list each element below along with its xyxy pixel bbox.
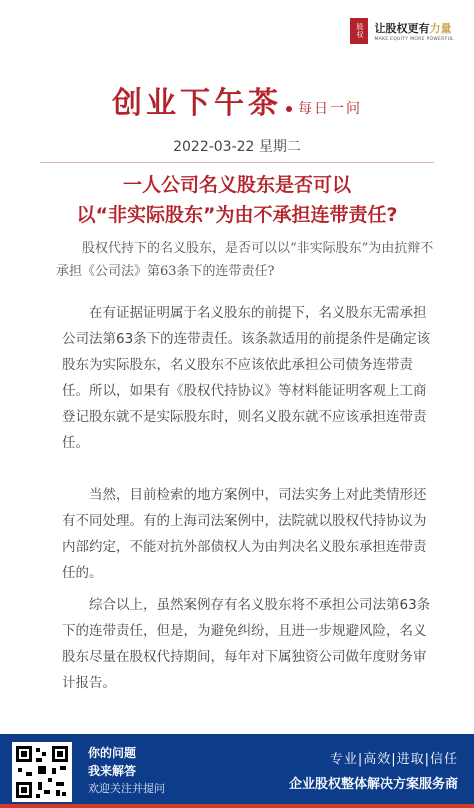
footer-slogan [289,748,458,792]
footer-accent-bar [0,804,474,808]
masthead-title: 创业下午茶 [112,86,282,121]
footer-line: 你的问题 [88,746,137,760]
masthead [0,78,474,122]
brand-name: 让股权更有力量 [374,22,452,35]
footer-line: 我来解答 [88,764,137,778]
brand-text [374,20,454,42]
answer-paragraph: 当然，目前检索的地方案例中，司法实务上对此类情形还有不同处理。有的上海司法案例中，法院就以股权代持协议为内部约定，不能对抗外部债权人为由判决名义股东承担连带责任的。 [62,487,427,581]
headline [0,170,474,230]
answer-paragraph: 综合以上，虽然案例存有名义股东将不承担公司法第63条下的连带责任，但是，为避免纠纷，且进一步规避风险，名义股东尽量在股权代持期间，每年对下属独资公司做年度财务审计报告。 [62,597,431,691]
divider [40,162,434,163]
headline-line1: 一人公司名义股东是否可以 [122,174,351,196]
brand-header [350,18,454,44]
footer-line: 欢迎关注并提问 [88,782,165,795]
footer-banner [0,734,474,808]
lead-question: 股权代持下的名义股东，是否可以以“非实际股东”为由抗辩不承担《公司法》第63条下的连带责任? [56,241,434,279]
footer-tags: 专业|高效|进取|信任 [329,752,458,767]
qr-code-icon[interactable] [12,742,72,802]
footer-service: 企业股权整体解决方案服务商 [288,777,458,792]
publish-date: 2022-03-22 星期二 [173,139,301,155]
masthead-subtitle: 每日一问 [298,101,362,117]
brand-tagline: MAKE EQUITY MORE POWERFUL [374,37,454,42]
headline-line2: 以“非实际股东”为由不承担连带责任? [76,204,398,226]
answer-paragraph: 在有证据证明属于名义股东的前提下，名义股东无需承担公司法第63条下的连带责任。该条款适用的前提条件是确定该股东为实际股东，名义股东不应该依此承担公司债务连带责任。所以，如果有《股权代持协议》等材料能证明客观上工商登记股东就不是实际股东时，则名义股东就不应该承担连带责任。 [62,305,431,451]
footer-invite [88,744,165,798]
brand-logo: 股权 [350,18,368,44]
masthead-dot [286,106,292,112]
